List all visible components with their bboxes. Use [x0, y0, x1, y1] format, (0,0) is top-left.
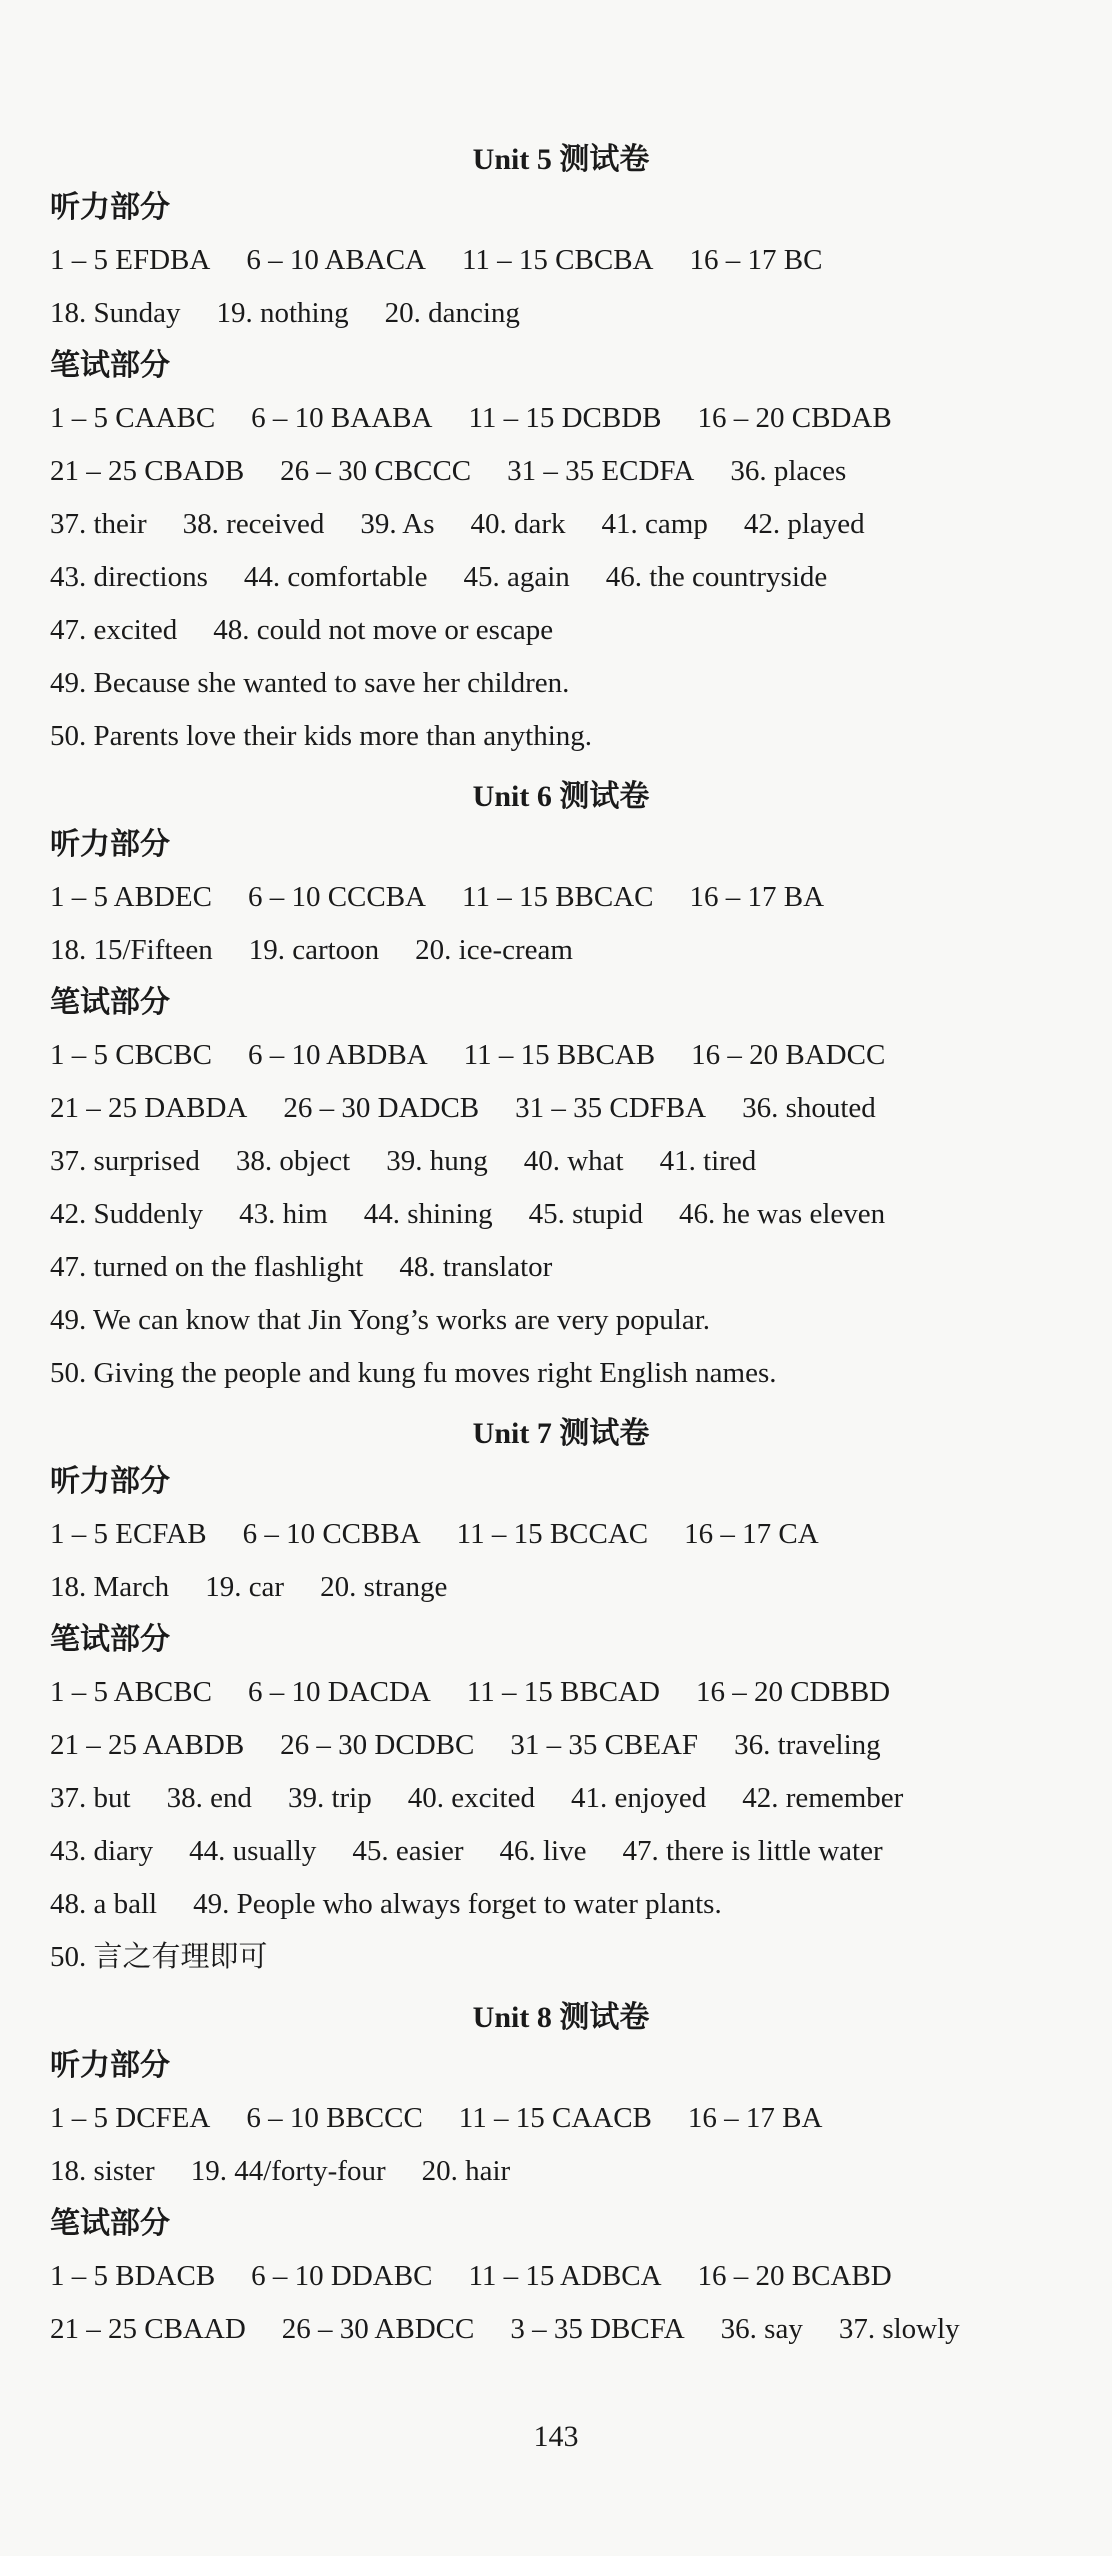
- answer-item: 38. object: [235, 1145, 351, 1177]
- unit-title: Unit 7 测试卷: [472, 1417, 650, 1450]
- unit-title: Unit 6 测试卷: [472, 780, 650, 813]
- answer-line: [50, 2303, 1072, 2356]
- answer-item: 21 – 25 AABDB: [50, 1729, 245, 1761]
- answer-item: 20. dancing: [384, 297, 520, 329]
- answer-line: [50, 1772, 1072, 1825]
- answer-item: 1 – 5 ABDEC: [50, 881, 212, 913]
- answer-item: 1 – 5 DCFEA: [50, 2102, 211, 2134]
- answer-item: 38. end: [166, 1782, 252, 1814]
- answer-item: 44. shining: [363, 1198, 493, 1230]
- answer-line: [50, 2145, 1072, 2198]
- answer-item: 11 – 15 ADBCA: [468, 2260, 662, 2292]
- answer-item: 39. As: [360, 508, 435, 540]
- answer-line: [50, 287, 1072, 340]
- answer-item: 11 – 15 BBCAC: [462, 881, 654, 913]
- answer-line: [50, 234, 1072, 287]
- unit-title: Unit 8 测试卷: [472, 2001, 650, 2034]
- answer-item: 1 – 5 CAABC: [50, 402, 216, 434]
- answer-item: 3 – 35 DBCFA: [510, 2313, 685, 2345]
- answer-line: [50, 1561, 1072, 1614]
- answer-item: 18. sister: [50, 2155, 155, 2187]
- answer-item: 49. People who always forget to water plants.: [193, 1888, 722, 1920]
- answer-item: 11 – 15 BBCAD: [466, 1676, 660, 1708]
- answer-item: 31 – 35 ECDFA: [507, 455, 695, 487]
- answer-item: 42. remember: [742, 1782, 904, 1814]
- answer-item: 16 – 20 CDBBD: [695, 1676, 891, 1708]
- answer-line: [50, 1294, 1072, 1347]
- answer-item: 47. excited: [50, 614, 178, 646]
- answer-line: [50, 1029, 1072, 1082]
- answer-item: 20. hair: [421, 2155, 511, 2187]
- section-label: 笔试部分: [50, 2206, 170, 2241]
- answer-item: 6 – 10 CCCBA: [247, 881, 427, 913]
- answer-item: 44. usually: [189, 1835, 317, 1867]
- section-label: 听力部分: [50, 1464, 170, 1499]
- answer-item: 1 – 5 ECFAB: [50, 1518, 207, 1550]
- answer-line: [50, 1719, 1072, 1772]
- answer-item: 6 – 10 ABDBA: [247, 1039, 428, 1071]
- answer-item: 36. shouted: [742, 1092, 876, 1124]
- answer-item: 6 – 10 BAABA: [251, 402, 433, 434]
- section-label: 笔试部分: [50, 1622, 170, 1657]
- answer-item: 36. places: [730, 455, 847, 487]
- answer-item: 19. cartoon: [248, 934, 380, 966]
- answer-item: 16 – 20 BADCC: [691, 1039, 886, 1071]
- answer-line: [50, 498, 1072, 551]
- answer-item: 43. directions: [50, 561, 208, 593]
- answer-item: 48. a ball: [50, 1888, 158, 1920]
- answer-line: [50, 657, 1072, 710]
- answer-item: 6 – 10 DACDA: [247, 1676, 431, 1708]
- answer-item: 40. excited: [407, 1782, 535, 1814]
- answer-item: 26 – 30 DCDBC: [280, 1729, 475, 1761]
- answer-item: 49. We can know that Jin Yong’s works are very popular.: [50, 1304, 711, 1336]
- answer-item: 38. received: [182, 508, 325, 540]
- answer-item: 21 – 25 CBADB: [50, 455, 245, 487]
- answer-line: [50, 1878, 1072, 1931]
- answer-item: 42. Suddenly: [50, 1198, 204, 1230]
- answer-item: 20. strange: [320, 1571, 448, 1603]
- answer-item: 19. car: [205, 1571, 285, 1603]
- answer-item: 50. Parents love their kids more than anything.: [50, 720, 593, 752]
- answer-item: 37. their: [50, 508, 147, 540]
- answer-item: 1 – 5 ABCBC: [50, 1676, 212, 1708]
- answer-item: 43. him: [239, 1198, 328, 1230]
- answer-item: 40. dark: [470, 508, 566, 540]
- answer-item: 36. say: [720, 2313, 803, 2345]
- answer-item: 39. hung: [386, 1145, 488, 1177]
- answer-line: [50, 871, 1072, 924]
- answer-line: [50, 2092, 1072, 2145]
- answer-item: 48. could not move or escape: [213, 614, 554, 646]
- answer-line: [50, 710, 1072, 763]
- answer-item: 46. live: [499, 1835, 587, 1867]
- section-label: 听力部分: [50, 827, 170, 862]
- answer-line: [50, 551, 1072, 604]
- answer-item: 47. turned on the flashlight: [50, 1251, 364, 1283]
- answer-item: 43. diary: [50, 1835, 154, 1867]
- answer-item: 11 – 15 BCCAC: [456, 1518, 649, 1550]
- answer-item: 42. played: [743, 508, 865, 540]
- answer-item: 1 – 5 CBCBC: [50, 1039, 212, 1071]
- answer-line: [50, 1825, 1072, 1878]
- answer-item: 19. nothing: [216, 297, 349, 329]
- answer-item: 31 – 35 CDFBA: [515, 1092, 707, 1124]
- answer-item: 16 – 17 BA: [689, 881, 825, 913]
- unit-title: Unit 5 测试卷: [472, 143, 650, 176]
- answer-line: [50, 1666, 1072, 1719]
- answer-item: 16 – 20 CBDAB: [697, 402, 892, 434]
- answer-item: 21 – 25 DABDA: [50, 1092, 248, 1124]
- answer-item: 36. traveling: [734, 1729, 881, 1761]
- answer-item: 37. surprised: [50, 1145, 200, 1177]
- answer-item: 16 – 17 CA: [684, 1518, 819, 1550]
- section-label: 笔试部分: [50, 348, 170, 383]
- answer-item: 16 – 17 BA: [687, 2102, 823, 2134]
- answer-item: 20. ice-cream: [415, 934, 573, 966]
- answer-item: 6 – 10 DDABC: [251, 2260, 433, 2292]
- answer-item: 18. March: [50, 1571, 170, 1603]
- answer-item: 16 – 20 BCABD: [697, 2260, 892, 2292]
- answer-line: [50, 1135, 1072, 1188]
- answer-item: 37. slowly: [838, 2313, 960, 2345]
- answer-item: 49. Because she wanted to save her children.: [50, 667, 570, 699]
- answer-item: 21 – 25 CBAAD: [50, 2313, 246, 2345]
- answer-item: 16 – 17 BC: [689, 244, 823, 276]
- answer-item: 45. easier: [352, 1835, 464, 1867]
- answer-item: 31 – 35 CBEAF: [510, 1729, 699, 1761]
- answer-line: [50, 1082, 1072, 1135]
- answer-item: 26 – 30 ABDCC: [281, 2313, 475, 2345]
- answer-item: 44. comfortable: [243, 561, 428, 593]
- answer-item: 41. enjoyed: [570, 1782, 707, 1814]
- answer-item: 11 – 15 BBCAB: [463, 1039, 656, 1071]
- answer-item: 48. translator: [399, 1251, 553, 1283]
- answer-item: 40. what: [523, 1145, 624, 1177]
- answer-item: 6 – 10 ABACA: [246, 244, 426, 276]
- answer-item: 11 – 15 CBCBA: [462, 244, 654, 276]
- answer-item: 26 – 30 DADCB: [283, 1092, 480, 1124]
- answer-line: [50, 604, 1072, 657]
- answer-item: 45. again: [463, 561, 570, 593]
- answer-item: 6 – 10 BBCCC: [246, 2102, 423, 2134]
- answer-item: 50. Giving the people and kung fu moves right English names.: [50, 1357, 777, 1389]
- answer-item: 26 – 30 CBCCC: [280, 455, 472, 487]
- section-label: 听力部分: [50, 190, 170, 225]
- answer-item: 46. the countryside: [605, 561, 828, 593]
- answer-item: 41. camp: [601, 508, 708, 540]
- answer-line: [50, 1508, 1072, 1561]
- answer-item: 19. 44/forty-four: [190, 2155, 386, 2187]
- answer-line: [50, 1347, 1072, 1400]
- answer-line: [50, 445, 1072, 498]
- answer-item: 11 – 15 CAACB: [458, 2102, 652, 2134]
- answer-item: 1 – 5 EFDBA: [50, 244, 211, 276]
- answer-line: [50, 2250, 1072, 2303]
- answer-item: 18. 15/Fifteen: [50, 934, 213, 966]
- answer-item: 37. but: [50, 1782, 131, 1814]
- answer-line: [50, 1931, 1072, 1984]
- answer-item: 18. Sunday: [50, 297, 181, 329]
- section-label: 听力部分: [50, 2048, 170, 2083]
- section-label: 笔试部分: [50, 985, 170, 1020]
- answer-item: 50. 言之有理即可: [50, 1941, 268, 1973]
- answer-item: 1 – 5 BDACB: [50, 2260, 216, 2292]
- answer-item: 45. stupid: [528, 1198, 643, 1230]
- answer-item: 11 – 15 DCBDB: [468, 402, 662, 434]
- answer-item: 46. he was eleven: [679, 1198, 886, 1230]
- answer-item: 6 – 10 CCBBA: [242, 1518, 421, 1550]
- answer-line: [50, 924, 1072, 977]
- answer-item: 41. tired: [659, 1145, 757, 1177]
- answer-item: 47. there is little water: [622, 1835, 883, 1867]
- answer-line: [50, 1241, 1072, 1294]
- answer-item: 39. trip: [287, 1782, 372, 1814]
- answer-line: [50, 392, 1072, 445]
- answer-line: [50, 1188, 1072, 1241]
- page-number: 143: [533, 2420, 579, 2453]
